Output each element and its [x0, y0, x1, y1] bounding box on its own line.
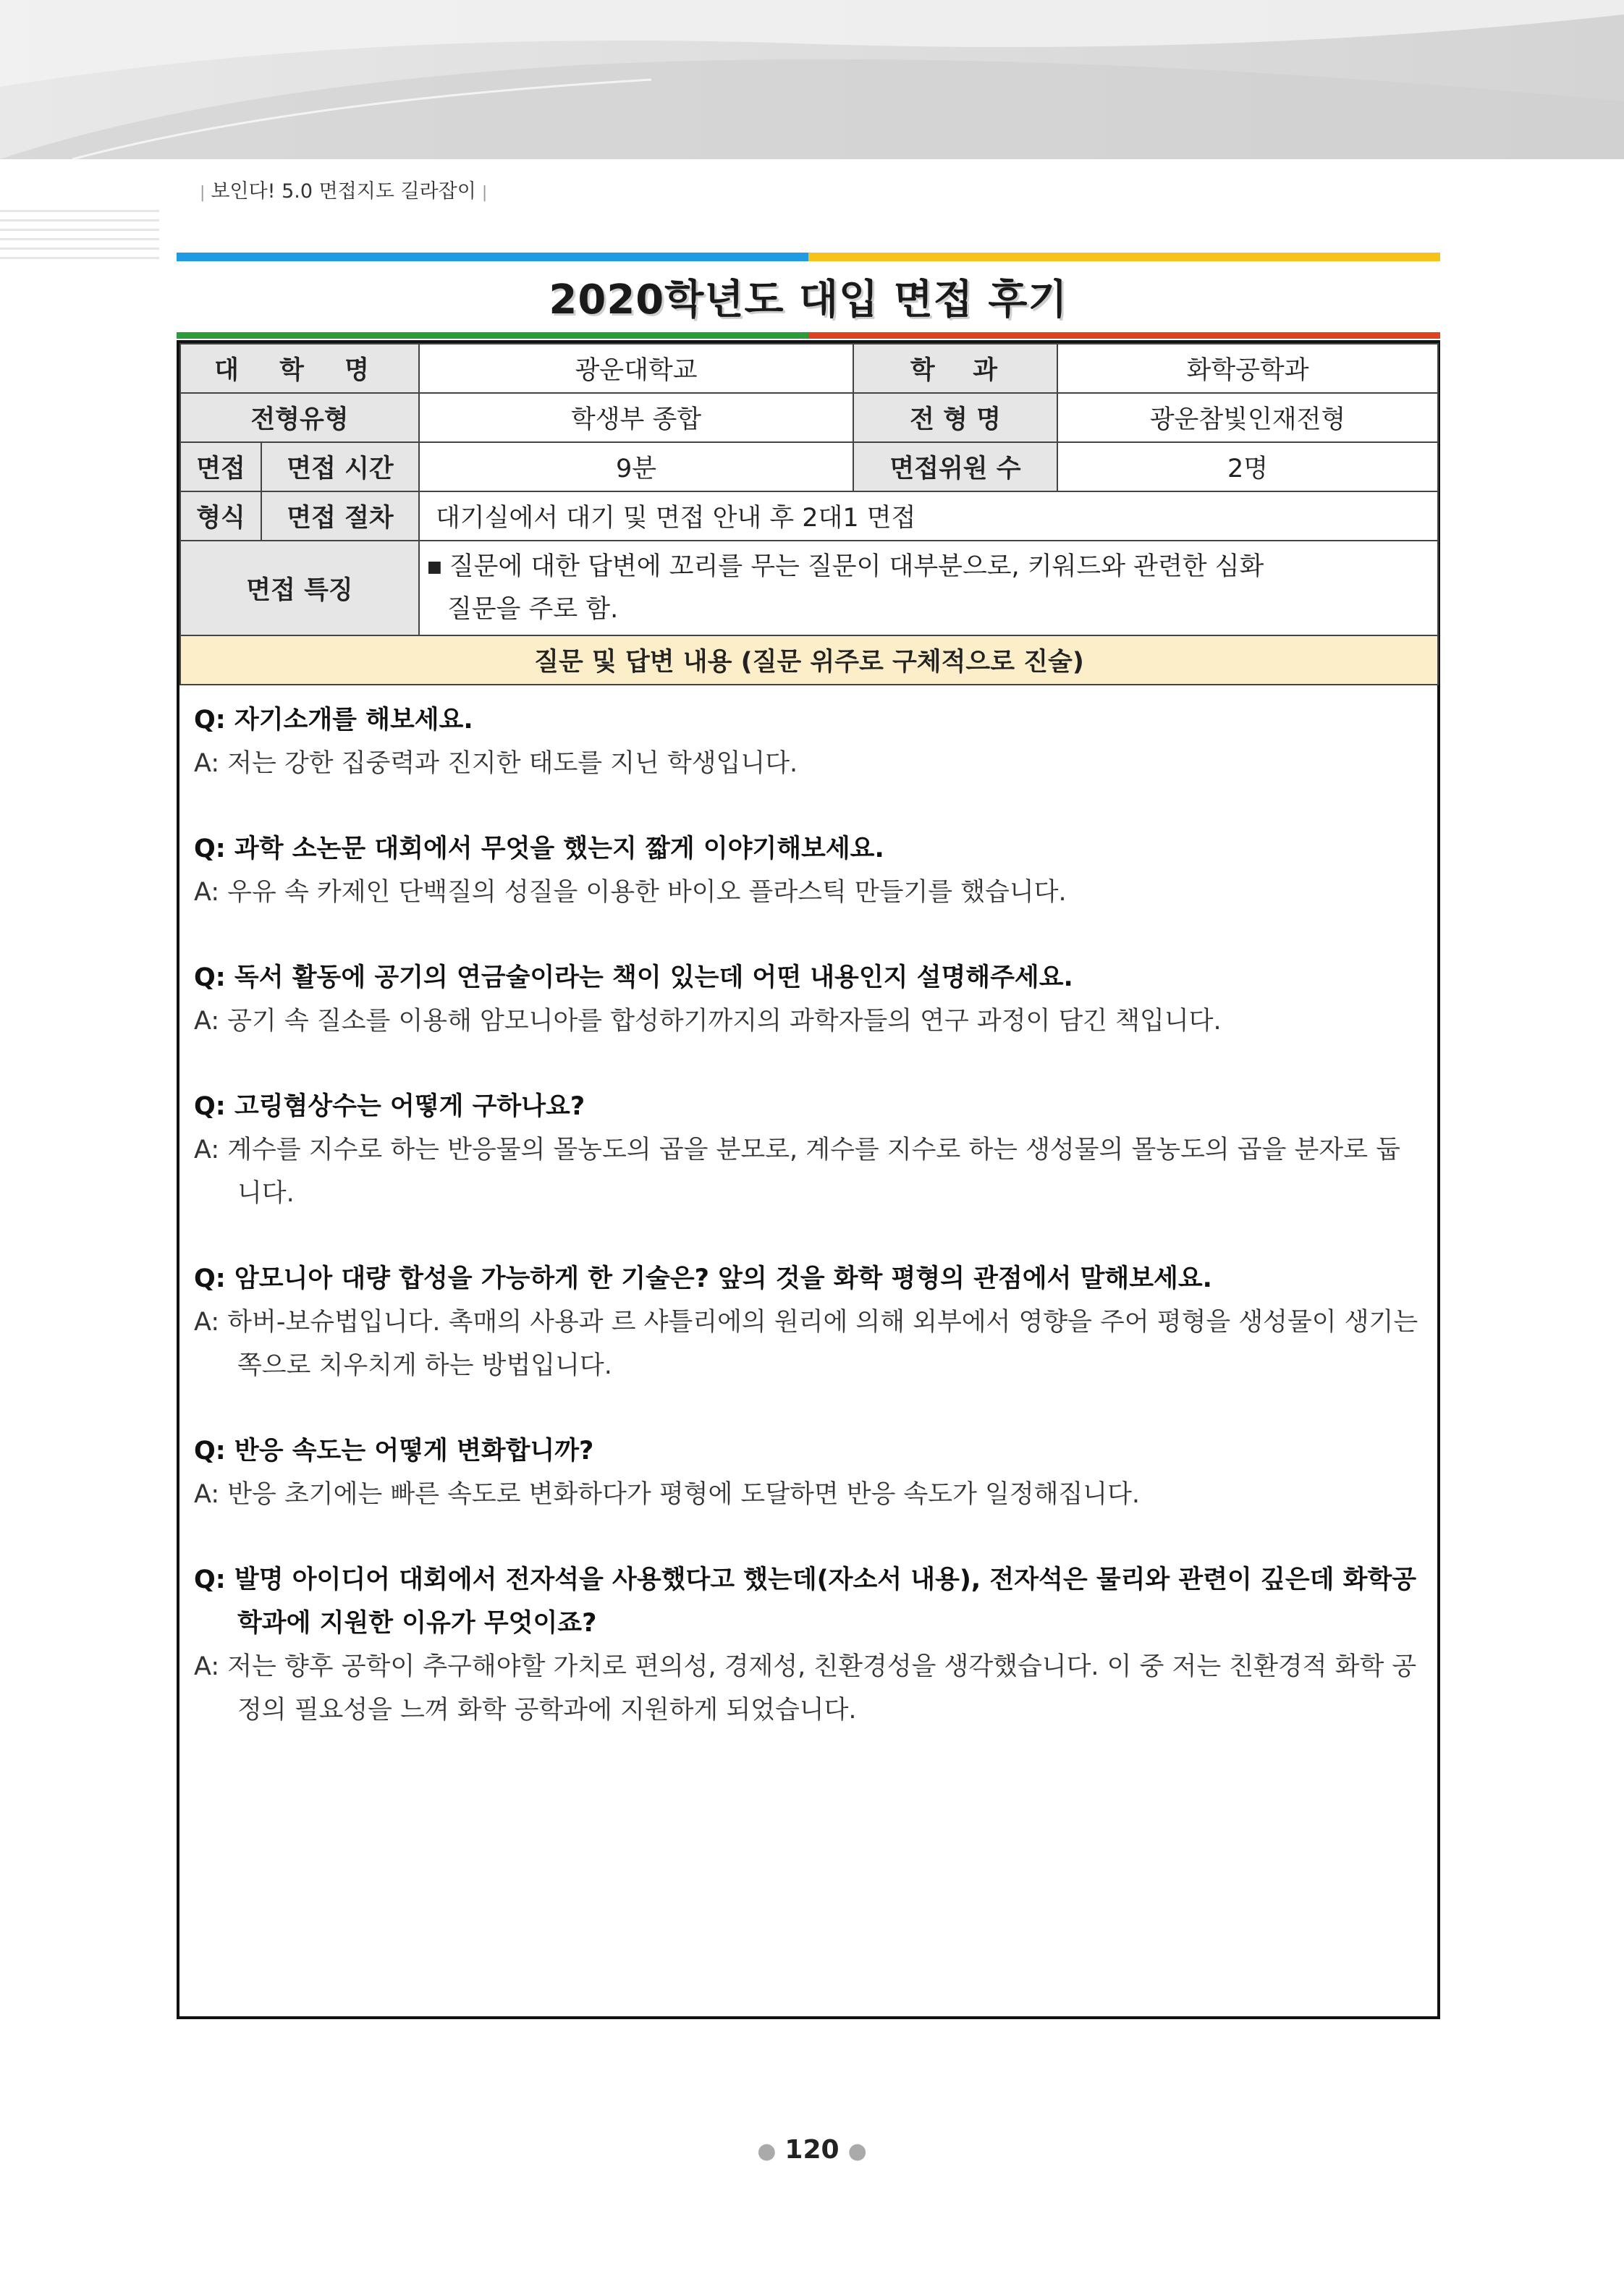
- answer: A: 공기 속 질소를 이용해 암모니아를 합성하기까지의 과학자들의 연구 과정이 담긴 책입니다.: [194, 1007, 1222, 1036]
- admission-name-value: 광운참빛인재전형: [1057, 393, 1438, 442]
- header-stripes: [0, 210, 159, 289]
- procedure-label: 면접 절차: [261, 491, 419, 541]
- answer: A: 반응 초기에는 빠른 속도로 변화하다가 평형에 도달하면 반응 속도가 일정해집니다.: [194, 1480, 1141, 1509]
- question: Q: 과학 소논문 대회에서 무엇을 했는지 짧게 이야기해보세요.: [194, 834, 884, 863]
- feature-value: [419, 541, 1438, 635]
- question: Q: 독서 활동에 공기의 연금술이라는 책이 있는데 어떤 내용인지 설명해주세요.: [194, 963, 1073, 992]
- answer: A: 하버-보슈법입니다. 촉매의 사용과 르 샤틀리에의 원리에 의해 외부에서 영향을 주어 평형을 생성물이 생기는 쪽으로 치우치게 하는 방법입니다.: [194, 1308, 1418, 1380]
- running-head: | 보인다! 5.0 면접지도 길라잡이 |: [200, 180, 488, 203]
- qa-item: [194, 956, 1423, 1043]
- format-label-bottom: 형식: [180, 491, 261, 541]
- department-label: 학 과: [853, 344, 1057, 393]
- qa-list: [179, 685, 1437, 1732]
- admission-type-label: 전형유형: [180, 393, 419, 442]
- running-head-text: 보인다! 5.0 면접지도 길라잡이: [211, 180, 476, 203]
- header-decoration: [0, 0, 1624, 159]
- interviewers-value: 2명: [1057, 442, 1438, 491]
- university-value: 광운대학교: [419, 344, 853, 393]
- qa-item: [194, 698, 1423, 785]
- info-table: [179, 343, 1439, 685]
- question: Q: 고링혐상수는 어떻게 구하나요?: [194, 1092, 585, 1121]
- question: Q: 발명 아이디어 대회에서 전자석을 사용했다고 했는데(자소서 내용), 전자석은 물리와 관련이 깊은데 화학공학과에 지원한 이유가 무엇이죠?: [194, 1565, 1417, 1638]
- bottom-color-rule: [177, 332, 1440, 339]
- answer: A: 계수를 지수로 하는 반응물의 몰농도의 곱을 분모로, 계수를 지수로 하는 생성물의 몰농도의 곱을 분자로 둡니다.: [194, 1136, 1400, 1208]
- page-number-text: 120: [784, 2135, 840, 2165]
- review-table-frame: [177, 340, 1440, 2019]
- qa-item: [194, 1558, 1423, 1732]
- question: Q: 자기소개를 해보세요.: [194, 706, 473, 735]
- department-value: 화학공학과: [1057, 344, 1438, 393]
- qa-item: [194, 1257, 1423, 1387]
- interviewers-label: 면접위원 수: [853, 442, 1057, 491]
- section-heading: 질문 및 답변 내용 (질문 위주로 구체적으로 진술): [180, 635, 1438, 685]
- qa-item: [194, 1085, 1423, 1215]
- time-label: 면접 시간: [261, 442, 419, 491]
- answer: A: 우유 속 카제인 단백질의 성질을 이용한 바이오 플라스틱 만들기를 했습니다.: [194, 878, 1067, 907]
- question: Q: 암모니아 대량 합성을 가능하게 한 기술은? 앞의 것을 화학 평형의 관점에서 말해보세요.: [194, 1264, 1212, 1293]
- page-number: [0, 2135, 1624, 2165]
- qa-item: [194, 827, 1423, 914]
- admission-type-value: 학생부 종합: [419, 393, 853, 442]
- university-label: 대 학 명: [180, 344, 419, 393]
- time-value: 9분: [419, 442, 853, 491]
- procedure-value: 대기실에서 대기 및 면접 안내 후 2대1 면접: [419, 491, 1438, 541]
- feature-line-2: 질문을 주로 함.: [447, 595, 619, 624]
- page-title: 2020학년도 대입 면접 후기: [549, 276, 1068, 324]
- qa-item: [194, 1429, 1423, 1516]
- top-color-rule: [177, 253, 1440, 261]
- dot-icon: ●: [757, 2139, 777, 2164]
- dot-icon: ●: [847, 2139, 867, 2164]
- answer: A: 저는 강한 집중력과 진지한 태도를 지닌 학생입니다.: [194, 749, 798, 778]
- feature-label: 면접 특징: [180, 541, 419, 635]
- question: Q: 반응 속도는 어떻게 변화합니까?: [194, 1437, 594, 1466]
- bullet-icon: ■: [427, 558, 442, 576]
- format-label-top: 면접: [180, 442, 261, 491]
- feature-line-1: 질문에 대한 답변에 꼬리를 무는 질문이 대부분으로, 키워드와 관련한 심화: [449, 552, 1264, 581]
- admission-name-label: 전 형 명: [853, 393, 1057, 442]
- answer: A: 저는 향후 공학이 추구해야할 가치로 편의성, 경제성, 친환경성을 생각했습니다. 이 중 저는 친환경적 화학 공정의 필요성을 느껴 화학 공학과에 지원하게 되었습니다.: [194, 1652, 1417, 1725]
